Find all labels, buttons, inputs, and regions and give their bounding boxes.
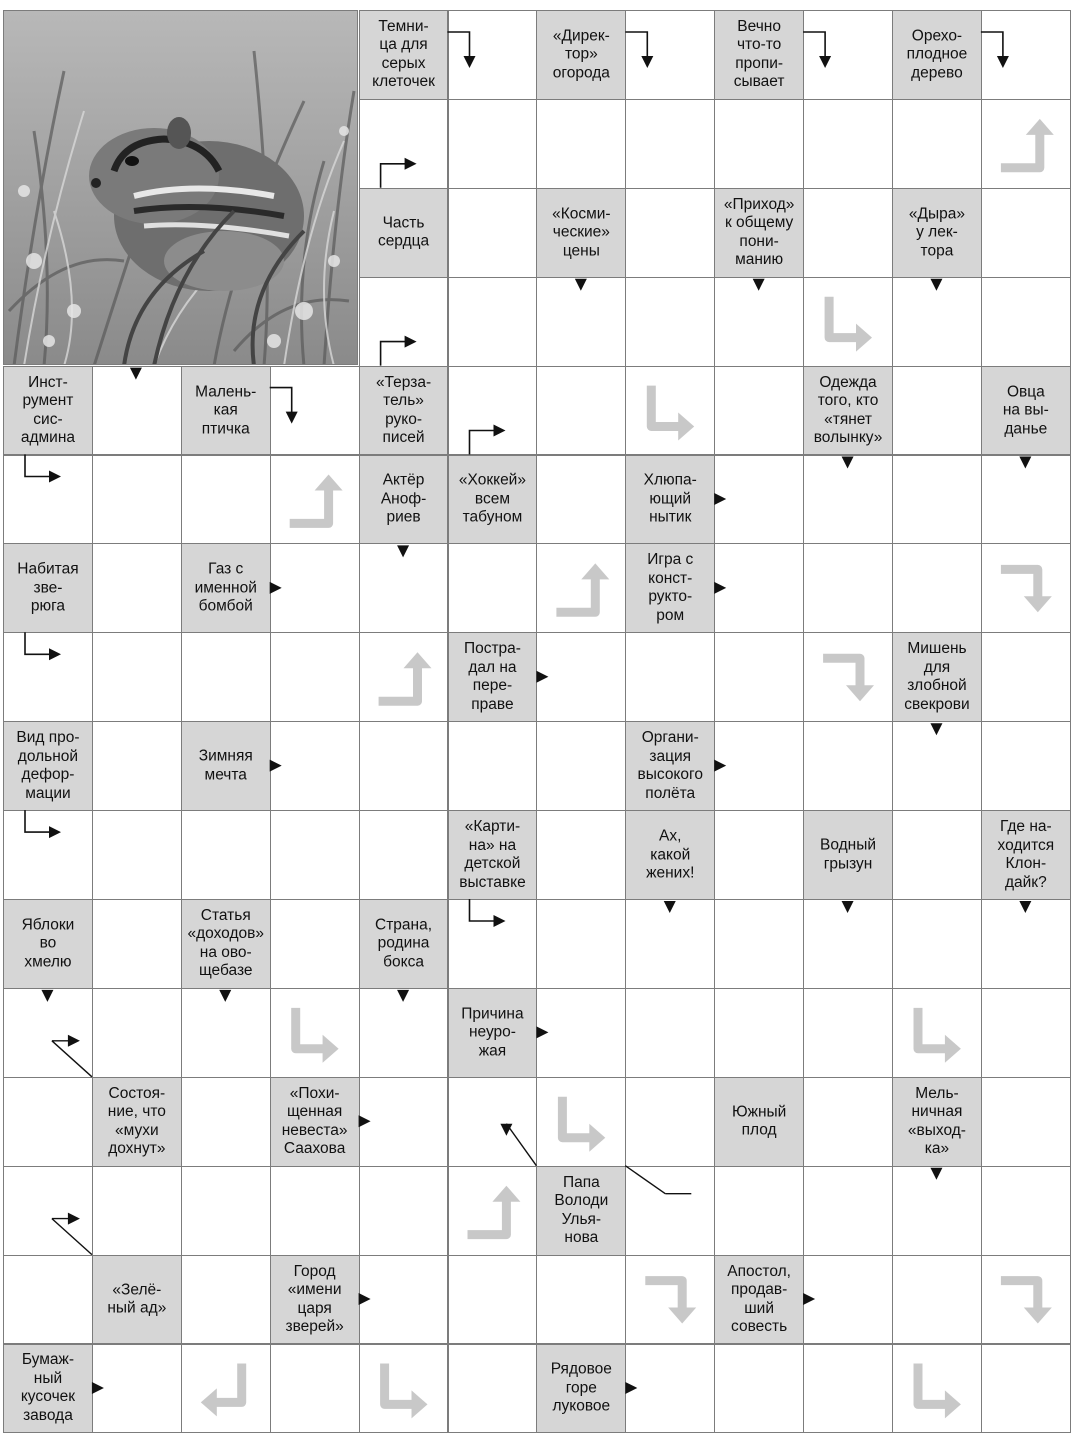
clue-text: Статья «доходов» на ово- щебазе bbox=[187, 906, 264, 980]
answer-cell[interactable] bbox=[981, 277, 1071, 367]
answer-cell[interactable] bbox=[359, 721, 449, 811]
clue-text: Зимняя мечта bbox=[198, 747, 253, 784]
answer-cell[interactable] bbox=[359, 1166, 449, 1256]
clue-cell bbox=[714, 1077, 804, 1167]
clue-text: «Зелё- ный ад» bbox=[107, 1281, 167, 1317]
answer-cell[interactable] bbox=[3, 1166, 93, 1256]
answer-cell[interactable] bbox=[714, 721, 804, 811]
answer-cell[interactable] bbox=[270, 899, 360, 989]
answer-cell[interactable] bbox=[359, 988, 449, 1078]
answer-cell[interactable] bbox=[892, 1344, 982, 1434]
clue-text: Набитая зве- рюга bbox=[17, 560, 79, 615]
clue-cell bbox=[625, 810, 715, 900]
clue-text: «Терза- тель» руко- писей bbox=[375, 373, 432, 447]
answer-cell[interactable] bbox=[536, 1255, 626, 1345]
answer-cell[interactable] bbox=[981, 899, 1071, 989]
answer-cell[interactable] bbox=[359, 632, 449, 722]
clue-text: Яблоки во хмелю bbox=[21, 916, 75, 971]
answer-cell[interactable] bbox=[625, 10, 715, 100]
clue-cell bbox=[359, 455, 449, 545]
answer-cell[interactable] bbox=[714, 366, 804, 456]
clue-cell bbox=[536, 188, 626, 278]
answer-cell[interactable] bbox=[3, 810, 93, 900]
answer-cell[interactable] bbox=[892, 99, 982, 189]
clue-text: Инст- румент сис- админа bbox=[20, 373, 76, 447]
answer-cell[interactable] bbox=[714, 632, 804, 722]
answer-cell[interactable] bbox=[181, 1077, 271, 1167]
clue-text: «Дирек- тор» огорода bbox=[552, 27, 610, 82]
answer-cell[interactable] bbox=[536, 99, 626, 189]
clue-cell bbox=[536, 10, 626, 100]
answer-cell[interactable] bbox=[625, 1344, 715, 1434]
clue-text: Малень- кая птичка bbox=[195, 382, 257, 437]
clue-text: «Дыра» у лек- тора bbox=[908, 204, 965, 259]
answer-cell[interactable] bbox=[625, 1077, 715, 1167]
clue-text: Папа Володи Улья- нова bbox=[554, 1173, 609, 1247]
answer-cell[interactable] bbox=[803, 277, 893, 367]
clue-text: Состоя- ние, что «мухи дохнут» bbox=[107, 1084, 166, 1158]
answer-cell[interactable] bbox=[981, 455, 1071, 545]
answer-cell[interactable] bbox=[359, 1344, 449, 1434]
answer-cell[interactable] bbox=[536, 721, 626, 811]
clue-cell bbox=[892, 632, 982, 722]
clue-cell bbox=[359, 188, 449, 278]
clue-cell bbox=[3, 543, 93, 633]
answer-cell[interactable] bbox=[359, 277, 449, 367]
answer-cell[interactable] bbox=[625, 366, 715, 456]
answer-cell[interactable] bbox=[714, 810, 804, 900]
answer-cell[interactable] bbox=[3, 1077, 93, 1167]
clue-text: Мишень для злобной свекрови bbox=[904, 640, 970, 713]
clue-cell bbox=[803, 366, 893, 456]
clue-text: «Приход» к общему пони- манию bbox=[723, 195, 795, 269]
answer-cell[interactable] bbox=[359, 1077, 449, 1167]
answer-cell[interactable] bbox=[892, 277, 982, 367]
answer-cell[interactable] bbox=[803, 721, 893, 811]
answer-cell[interactable] bbox=[803, 10, 893, 100]
answer-cell[interactable] bbox=[981, 1077, 1071, 1167]
answer-cell[interactable] bbox=[892, 455, 982, 545]
answer-cell[interactable] bbox=[270, 455, 360, 545]
clue-cell bbox=[714, 1255, 804, 1345]
answer-cell[interactable] bbox=[181, 988, 271, 1078]
clue-cell bbox=[270, 1077, 360, 1167]
clue-cell bbox=[3, 366, 93, 456]
clue-text: Овца на вы- данье bbox=[1002, 382, 1049, 437]
answer-cell[interactable] bbox=[3, 632, 93, 722]
answer-cell[interactable] bbox=[803, 1344, 893, 1434]
answer-cell[interactable] bbox=[448, 366, 538, 456]
answer-cell[interactable] bbox=[625, 988, 715, 1078]
clue-cell bbox=[92, 1077, 182, 1167]
answer-cell[interactable] bbox=[181, 632, 271, 722]
answer-cell[interactable] bbox=[448, 99, 538, 189]
clue-text: Рядовое горе луковое bbox=[550, 1360, 612, 1415]
answer-cell[interactable] bbox=[448, 721, 538, 811]
answer-cell[interactable] bbox=[803, 99, 893, 189]
clue-cell bbox=[181, 366, 271, 456]
answer-cell[interactable] bbox=[270, 988, 360, 1078]
answer-cell[interactable] bbox=[359, 543, 449, 633]
clue-cell bbox=[892, 1077, 982, 1167]
answer-cell[interactable] bbox=[892, 543, 982, 633]
answer-cell[interactable] bbox=[536, 899, 626, 989]
answer-cell[interactable] bbox=[981, 543, 1071, 633]
answer-cell[interactable] bbox=[714, 899, 804, 989]
answer-cell[interactable] bbox=[92, 632, 182, 722]
answer-cell[interactable] bbox=[803, 1166, 893, 1256]
answer-cell[interactable] bbox=[181, 1166, 271, 1256]
answer-cell[interactable] bbox=[181, 455, 271, 545]
clue-cell bbox=[92, 1255, 182, 1345]
answer-cell[interactable] bbox=[803, 543, 893, 633]
answer-cell[interactable] bbox=[92, 899, 182, 989]
answer-cell[interactable] bbox=[448, 899, 538, 989]
clue-cell bbox=[3, 1344, 93, 1434]
answer-cell[interactable] bbox=[981, 1255, 1071, 1345]
answer-cell[interactable] bbox=[270, 721, 360, 811]
clue-cell bbox=[181, 721, 271, 811]
answer-cell[interactable] bbox=[92, 810, 182, 900]
answer-cell[interactable] bbox=[625, 277, 715, 367]
answer-cell[interactable] bbox=[803, 632, 893, 722]
clue-cell bbox=[448, 455, 538, 545]
answer-cell[interactable] bbox=[892, 1255, 982, 1345]
answer-cell[interactable] bbox=[892, 988, 982, 1078]
clue-text: Одежда того, кто «тянет волынку» bbox=[813, 373, 883, 447]
clue-text: Апостол, продав- ший совесть bbox=[727, 1262, 791, 1336]
answer-cell[interactable] bbox=[92, 366, 182, 456]
clue-cell bbox=[536, 1166, 626, 1256]
answer-cell[interactable] bbox=[714, 99, 804, 189]
clue-cell bbox=[714, 10, 804, 100]
answer-cell[interactable] bbox=[92, 543, 182, 633]
answer-cell[interactable] bbox=[270, 1166, 360, 1256]
answer-cell[interactable] bbox=[448, 543, 538, 633]
answer-cell[interactable] bbox=[536, 632, 626, 722]
answer-cell[interactable] bbox=[536, 455, 626, 545]
answer-cell[interactable] bbox=[803, 988, 893, 1078]
answer-cell[interactable] bbox=[270, 543, 360, 633]
clue-cell bbox=[3, 721, 93, 811]
clue-cell bbox=[359, 366, 449, 456]
clue-text: Бумаж- ный кусочек завода bbox=[20, 1351, 76, 1424]
answer-cell[interactable] bbox=[803, 1077, 893, 1167]
answer-cell[interactable] bbox=[536, 1077, 626, 1167]
answer-cell[interactable] bbox=[3, 455, 93, 545]
answer-cell[interactable] bbox=[92, 455, 182, 545]
answer-cell[interactable] bbox=[448, 188, 538, 278]
clue-cell bbox=[3, 899, 93, 989]
answer-cell[interactable] bbox=[359, 810, 449, 900]
clue-cell bbox=[448, 988, 538, 1078]
chipmunk-image bbox=[4, 11, 358, 365]
clue-cell bbox=[181, 543, 271, 633]
clue-cell bbox=[536, 1344, 626, 1434]
answer-cell[interactable] bbox=[448, 1166, 538, 1256]
clue-text: Хлюпа- ющий нытик bbox=[643, 471, 697, 526]
clue-text: Водный грызун bbox=[820, 836, 877, 873]
clue-cell bbox=[181, 899, 271, 989]
clue-text: Газ с именной бомбой bbox=[194, 560, 257, 615]
clue-text: «Похи- щенная невеста» Саахова bbox=[281, 1084, 348, 1158]
clue-text: Часть сердца bbox=[377, 214, 430, 250]
answer-cell[interactable] bbox=[625, 1255, 715, 1345]
answer-cell[interactable] bbox=[981, 1344, 1071, 1434]
answer-cell[interactable] bbox=[270, 1344, 360, 1434]
answer-cell[interactable] bbox=[92, 1344, 182, 1434]
clue-cell bbox=[892, 10, 982, 100]
clue-text: Страна, родина бокса bbox=[375, 916, 433, 971]
clue-text: Город «имени царя зверей» bbox=[285, 1262, 344, 1336]
clue-text: Постра- дал на пере- праве bbox=[463, 640, 521, 713]
clue-text: Игра с конст- рукто- ром bbox=[647, 551, 694, 624]
answer-cell[interactable] bbox=[181, 810, 271, 900]
answer-cell[interactable] bbox=[803, 899, 893, 989]
answer-cell[interactable] bbox=[536, 988, 626, 1078]
clue-text: «Хоккей» всем табуном bbox=[458, 471, 526, 526]
clue-cell bbox=[625, 543, 715, 633]
answer-cell[interactable] bbox=[981, 10, 1071, 100]
answer-cell[interactable] bbox=[803, 188, 893, 278]
answer-cell[interactable] bbox=[270, 810, 360, 900]
answer-cell[interactable] bbox=[536, 277, 626, 367]
answer-cell[interactable] bbox=[448, 1255, 538, 1345]
answer-cell[interactable] bbox=[981, 721, 1071, 811]
clue-text: Ах, какой жених! bbox=[646, 827, 695, 882]
answer-cell[interactable] bbox=[803, 1255, 893, 1345]
answer-cell[interactable] bbox=[359, 99, 449, 189]
answer-cell[interactable] bbox=[181, 1344, 271, 1434]
chipmunk-photo bbox=[3, 10, 358, 365]
answer-cell[interactable] bbox=[714, 988, 804, 1078]
answer-cell[interactable] bbox=[714, 277, 804, 367]
answer-cell[interactable] bbox=[270, 366, 360, 456]
answer-cell[interactable] bbox=[625, 188, 715, 278]
answer-cell[interactable] bbox=[892, 899, 982, 989]
answer-cell[interactable] bbox=[625, 99, 715, 189]
answer-cell[interactable] bbox=[3, 988, 93, 1078]
clue-cell bbox=[981, 810, 1071, 900]
answer-cell[interactable] bbox=[714, 1166, 804, 1256]
answer-cell[interactable] bbox=[981, 1166, 1071, 1256]
answer-cell[interactable] bbox=[536, 366, 626, 456]
answer-cell[interactable] bbox=[448, 1344, 538, 1434]
answer-cell[interactable] bbox=[92, 1166, 182, 1256]
answer-cell[interactable] bbox=[448, 277, 538, 367]
clue-text: Орехо- плодное дерево bbox=[906, 27, 968, 82]
clue-text: Где на- ходится Клон- дайк? bbox=[997, 818, 1055, 891]
clue-cell bbox=[892, 188, 982, 278]
clue-text: Южный плод bbox=[731, 1103, 787, 1139]
clue-cell bbox=[714, 188, 804, 278]
clue-text: Вечно что-то пропи- сывает bbox=[733, 17, 785, 91]
answer-cell[interactable] bbox=[892, 366, 982, 456]
answer-cell[interactable] bbox=[359, 1255, 449, 1345]
answer-cell[interactable] bbox=[892, 810, 982, 900]
answer-cell[interactable] bbox=[181, 1255, 271, 1345]
answer-cell[interactable] bbox=[803, 455, 893, 545]
answer-cell[interactable] bbox=[448, 10, 538, 100]
answer-cell[interactable] bbox=[536, 543, 626, 633]
answer-cell[interactable] bbox=[625, 1166, 715, 1256]
clue-cell bbox=[625, 455, 715, 545]
answer-cell[interactable] bbox=[981, 988, 1071, 1078]
clue-text: Актёр Аноф- риев bbox=[380, 471, 427, 526]
answer-cell[interactable] bbox=[981, 99, 1071, 189]
answer-cell[interactable] bbox=[714, 1344, 804, 1434]
clue-text: «Карти- на» на детской выставке bbox=[459, 818, 526, 891]
answer-cell[interactable] bbox=[625, 632, 715, 722]
clue-text: Причина неуро- жая bbox=[461, 1005, 524, 1060]
answer-cell[interactable] bbox=[981, 632, 1071, 722]
answer-cell[interactable] bbox=[625, 899, 715, 989]
clue-cell bbox=[359, 899, 449, 989]
clue-cell bbox=[448, 632, 538, 722]
clue-text: Органи- зация высокого полёта bbox=[637, 729, 703, 802]
answer-cell[interactable] bbox=[270, 632, 360, 722]
answer-cell[interactable] bbox=[448, 1077, 538, 1167]
clue-cell bbox=[981, 366, 1071, 456]
answer-cell[interactable] bbox=[3, 1255, 93, 1345]
answer-cell[interactable] bbox=[981, 188, 1071, 278]
clue-cell bbox=[359, 10, 449, 100]
answer-cell[interactable] bbox=[536, 810, 626, 900]
clue-text: «Косми- ческие» цены bbox=[552, 204, 611, 259]
answer-cell[interactable] bbox=[92, 721, 182, 811]
clue-cell bbox=[803, 810, 893, 900]
clue-cell bbox=[270, 1255, 360, 1345]
clue-text: Вид про- дольной дефор- мации bbox=[16, 729, 80, 802]
answer-cell[interactable] bbox=[892, 721, 982, 811]
answer-cell[interactable] bbox=[92, 988, 182, 1078]
clue-text: Темни- ца для серых клеточек bbox=[372, 17, 435, 91]
clue-text: Мель- ничная «выход- ка» bbox=[907, 1084, 966, 1158]
answer-cell[interactable] bbox=[714, 543, 804, 633]
answer-cell[interactable] bbox=[714, 455, 804, 545]
clue-cell bbox=[625, 721, 715, 811]
clue-cell bbox=[448, 810, 538, 900]
answer-cell[interactable] bbox=[892, 1166, 982, 1256]
